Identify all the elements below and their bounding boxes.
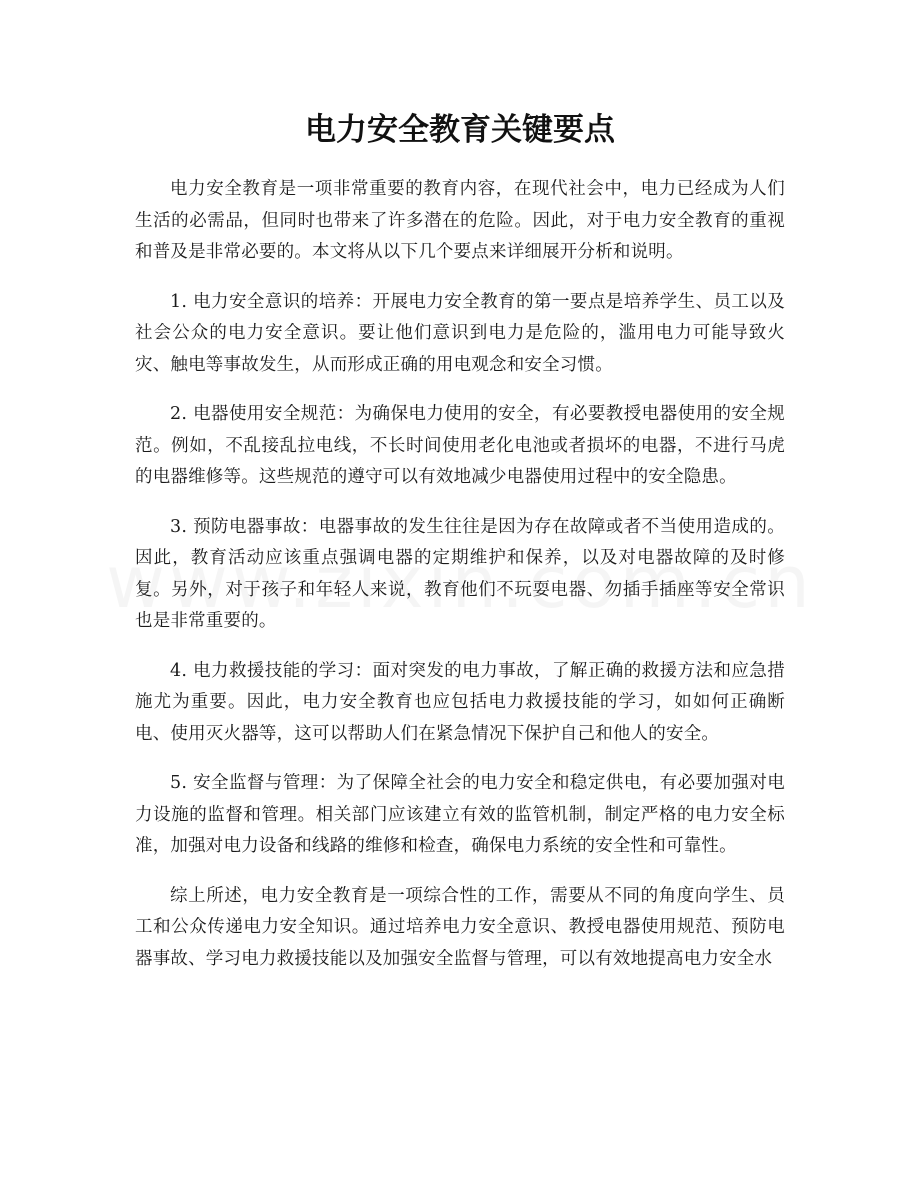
- intro-paragraph: 电力安全教育是一项非常重要的教育内容，在现代社会中，电力已经成为人们生活的必需品，但同时也带来了许多潜在的危险。因此，对于电力安全教育的重视和普及是非常必要的。本文将从以下几个要点来详细展开分析和说明。: [135, 179, 785, 262]
- document-title: 电力安全教育关键要点: [305, 112, 615, 148]
- point-1-paragraph: 1. 电力安全意识的培养：开展电力安全教育的第一要点是培养学生、员工以及社会公众的电力安全意识。要让他们意识到电力是危险的，滥用电力可能导致火灾、触电等事故发生，从而形成正确的用电观念和安全习惯。: [135, 291, 785, 375]
- conclusion-paragraph: 综上所述，电力安全教育是一项综合性的工作，需要从不同的角度向学生、员工和公众传递电力安全知识。通过培养电力安全意识、教授电器使用规范、预防电器事故、学习电力救援技能以及加强安全监督与管理，可以有效地提高电力安全水: [135, 885, 785, 969]
- point-2-paragraph: 2. 电器使用安全规范：为确保电力使用的安全，有必要教授电器使用的安全规范。例如，不乱接乱拉电线，不长时间使用老化电池或者损坏的电器，不进行马虎的电器维修等。这些规范的遵守可以有效地减少电器使用过程中的安全隐患。: [135, 404, 785, 487]
- point-4-paragraph: 4. 电力救援技能的学习：面对突发的电力事故，了解正确的救援方法和应急措施尤为重要。因此，电力安全教育也应包括电力救援技能的学习，如如何正确断电、使用灭火器等，这可以帮助人们在紧急情况下保护自己和他人的安全。: [135, 660, 785, 744]
- point-3-paragraph: 3. 预防电器事故：电器事故的发生往往是因为存在故障或者不当使用造成的。因此，教育活动应该重点强调电器的定期维护和保养，以及对电器故障的及时修复。另外，对于孩子和年轻人来说，教育他们不玩耍电器、勿插手插座等安全常识也是非常重要的。: [135, 516, 785, 631]
- point-5-paragraph: 5. 安全监督与管理：为了保障全社会的电力安全和稳定供电，有必要加强对电力设施的监督和管理。相关部门应该建立有效的监管机制，制定严格的电力安全标准，加强对电力设备和线路的维修和检查，确保电力系统的安全性和可靠性。: [135, 773, 785, 856]
- document-body: [135, 174, 785, 993]
